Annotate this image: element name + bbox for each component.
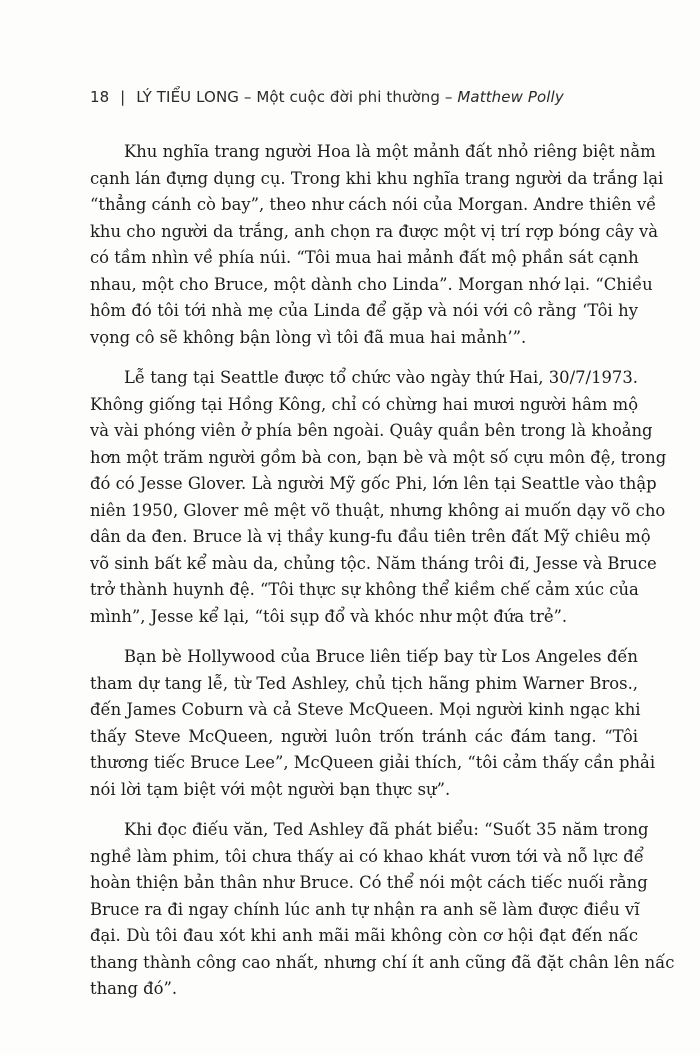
paragraph — [90, 365, 667, 630]
text-line: Khi đọc điếu văn, Ted Ashley đã phát biểu: “Suốt 35 năm trong — [124, 820, 649, 839]
paragraph — [90, 644, 656, 803]
text-line: nghề làm phim, tôi chưa thấy ai có khao khát vươn tới và nỗ lực để — [90, 846, 644, 866]
text-line: hơn một trăm người gồm bà con, bạn bè và một số cựu môn đệ, trong — [90, 447, 667, 467]
text-line: Không giống tại Hồng Kông, chỉ có chừng hai mươi người hâm mộ — [90, 394, 639, 414]
text-line: thang thành công cao nhất, nhưng chí ít anh cũng đã đặt chân lên nấc — [90, 952, 675, 972]
text-line: đại. Dù tôi đau xót khi anh mãi mãi không còn cơ hội đạt đến nấc — [90, 926, 638, 945]
text-line: võ sinh bất kể màu da, chủng tộc. Năm tháng trôi đi, Jesse và Bruce — [90, 553, 657, 573]
page-number: 18 — [90, 88, 110, 106]
text-line: khu cho người da trắng, anh chọn ra được một vị trí rợp bóng cây và — [90, 221, 658, 241]
text-line: thang đó”. — [90, 979, 178, 998]
text-line: Lễ tang tại Seattle được tổ chức vào ngày thứ Hai, 30/7/1973. — [124, 368, 638, 387]
text-line: Bạn bè Hollywood của Bruce liên tiếp bay từ Los Angeles đến — [124, 647, 638, 666]
text-line: đó có Jesse Glover. Là người Mỹ gốc Phi, lớn lên tại Seattle vào thập — [90, 474, 657, 493]
body-text — [90, 139, 675, 1017]
text-line: đến James Coburn và cả Steve McQueen. Mọi người kinh ngạc khi — [90, 700, 641, 719]
text-line: cạnh lán đựng dụng cụ. Trong khi khu nghĩa trang người da trắng lại — [90, 168, 664, 188]
text-line: hôm đó tôi tới nhà mẹ của Linda để gặp và nói với cô rằng ‘Tôi hy — [90, 301, 638, 320]
author-name: Matthew Polly — [457, 88, 564, 106]
text-line: hoàn thiện bản thân như Bruce. Có thể nói một cách tiếc nuối rằng — [90, 873, 648, 892]
text-line: có tầm nhìn về phía núi. “Tôi mua hai mảnh đất mộ phần sát cạnh — [90, 248, 639, 267]
text-line: tham dự tang lễ, từ Ted Ashley, chủ tịch hãng phim Warner Bros., — [90, 673, 638, 693]
text-line: mình”, Jesse kể lại, “tôi sụp đổ và khóc như một đứa trẻ”. — [90, 606, 568, 626]
book-title: LÝ TIỂU LONG – Một cuộc đời phi thường – — [136, 88, 453, 106]
text-line: thương tiếc Bruce Lee”, McQueen giải thích, “tôi cảm thấy cần phải — [90, 753, 656, 772]
text-line: và vài phóng viên ở phía bên ngoài. Quây quần bên trong là khoảng — [90, 421, 653, 440]
text-line: dân da đen. Bruce là vị thầy kung-fu đầu tiên trên đất Mỹ chiêu mộ — [90, 527, 651, 546]
paragraph — [90, 817, 675, 1003]
text-line: nói lời tạm biệt với một người bạn thực sự”. — [90, 779, 451, 799]
header-separator: | — [120, 88, 126, 106]
text-line: niên 1950, Glover mê mệt võ thuật, nhưng không ai muốn dạy võ cho — [90, 500, 666, 520]
text-line: thấy Steve McQueen, người luôn trốn tránh các đám tang. “Tôi — [90, 726, 638, 746]
text-line: trở thành huynh đệ. “Tôi thực sự không thể kiềm chế cảm xúc của — [90, 580, 639, 599]
text-line: vọng cô sẽ không bận lòng vì tôi đã mua hai mảnh’”. — [90, 327, 527, 347]
text-line: “thẳng cánh cò bay”, theo như cách nói của Morgan. Andre thiên về — [90, 195, 657, 214]
paragraph — [90, 139, 664, 351]
text-line: Bruce ra đi ngay chính lúc anh tự nhận ra anh sẽ làm được điều vĩ — [90, 899, 640, 919]
text-line: Khu nghĩa trang người Hoa là một mảnh đất nhỏ riêng biệt nằm — [124, 142, 656, 161]
running-header — [90, 88, 564, 106]
text-line: nhau, một cho Bruce, một dành cho Linda”. Morgan nhớ lại. “Chiều — [90, 274, 653, 294]
